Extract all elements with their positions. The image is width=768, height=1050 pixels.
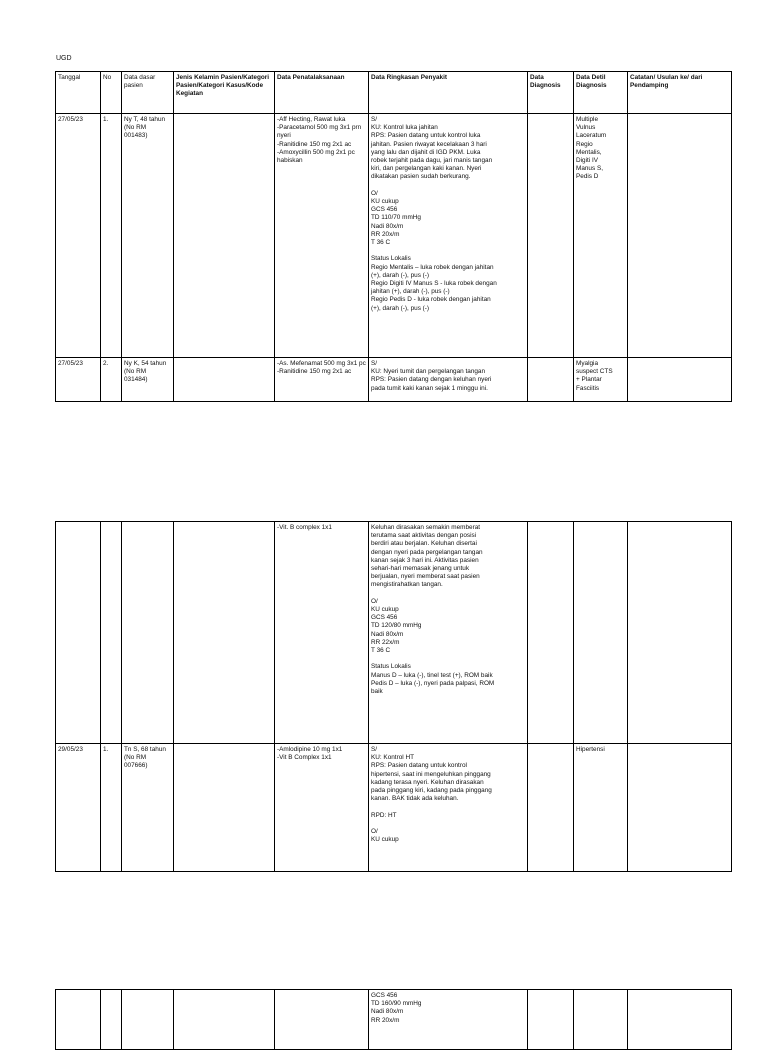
header-ringkasan: Data Ringkasan Penyakit: [369, 72, 528, 114]
header-detil-diagnosis: Data Detil Diagnosis: [574, 72, 628, 114]
blank-line: [371, 655, 525, 663]
header-data-dasar: Data dasar pasien: [122, 72, 174, 114]
cell-no: [101, 990, 122, 1050]
text-line: kadang terasa nyeri. Keluhan dirasakan: [371, 778, 484, 786]
text-line: Manus D – luka (-), tinel test (+), ROM baik: [371, 671, 493, 679]
section-label: UGD: [56, 55, 72, 62]
cell-diagnosis: [528, 358, 574, 402]
report-table-page-3: [55, 989, 732, 1050]
cell-diagnosis: [528, 990, 574, 1050]
header-diagnosis: Data Diagnosis: [528, 72, 574, 114]
text-line: KU: Kontrol HT: [371, 754, 414, 762]
text-line: Keluhan dirasakan semakin memberat: [371, 524, 481, 531]
text-line: Manus S,: [576, 165, 603, 173]
text-line: GCS 456: [371, 992, 398, 999]
report-table-page-2: [55, 521, 732, 872]
cell-kategori: [174, 990, 275, 1050]
cell-penatalaksanaan: [275, 522, 369, 744]
cell-penatalaksanaan: [275, 114, 369, 358]
cell-detil: [574, 114, 628, 358]
text-line: KU cukup: [371, 606, 399, 614]
blank-line: [371, 803, 525, 811]
text-line: Regio Digiti IV Manus S - luka robek dengan: [371, 280, 497, 288]
text-line: robek terjahit pada dagu, jari manis tangan: [371, 157, 493, 165]
table-row: [56, 744, 732, 872]
text-line: -Vit B Complex 1x1: [277, 754, 332, 762]
cell-no: [101, 522, 122, 744]
text-line: O/: [371, 189, 378, 197]
text-line: O/: [371, 597, 378, 605]
text-line: RR 20x/m: [371, 230, 400, 238]
cell-tanggal: 27/05/23: [56, 358, 101, 402]
text-line: RPD: HT: [371, 811, 397, 819]
text-line: Laceratum: [576, 132, 607, 140]
header-row: [56, 72, 732, 114]
cell-ringkasan: [369, 744, 528, 872]
text-line: Vulnus: [576, 124, 596, 132]
text-line: Regio Mentalis – luka robek dengan jahitan: [371, 263, 494, 271]
text-line: Digiti IV: [576, 157, 599, 165]
text-line: RR 20x/m: [371, 1016, 400, 1024]
text-line: -Amlodipine 10 mg 1x1: [277, 746, 343, 753]
text-line: mengistirahatkan tangan.: [371, 581, 443, 589]
table-row: [56, 522, 732, 744]
text-line: GCS 456: [371, 614, 398, 622]
cell-ringkasan: [369, 114, 528, 358]
text-line: sehari-hari memasak jenang untuk: [371, 565, 470, 573]
text-line: RPS: Pasien datang untuk kontrol: [371, 762, 467, 770]
text-line: S/: [371, 360, 378, 367]
cell-pasien: Tn S, 68 tahun (No RM 007666): [122, 744, 174, 872]
header-penatalaksanaan: Data Penatalaksanaan: [275, 72, 369, 114]
text-line: kanan sejak 3 hari ini. Aktivitas pasien: [371, 556, 479, 564]
text-line: Nadi 80x/m: [371, 1008, 404, 1016]
text-line: Pedis D – luka (-), nyeri pada palpasi, ROM: [371, 679, 495, 687]
text-line: KU cukup: [371, 198, 399, 206]
text-line: S/: [371, 116, 378, 123]
text-line: -Aff Hecting, Rawat luka: [277, 116, 346, 123]
cell-no: 2.: [101, 358, 122, 402]
text-line: Status Lokalis: [371, 255, 411, 263]
text-line: berjualan, nyeri memberat saat pasien: [371, 573, 480, 581]
cell-ringkasan: [369, 990, 528, 1050]
cell-catatan: [628, 358, 732, 402]
cell-tanggal: [56, 522, 101, 744]
text-line: KU: Nyeri tumit dan pergelangan tangan: [371, 368, 486, 376]
text-line: + Plantar: [576, 376, 602, 384]
cell-tanggal: [56, 990, 101, 1050]
header-jenis-kelamin: Jenis Kelamin Pasien/Kategori Pasien/Kategori Kasus/Kode Kegiatan: [174, 72, 275, 114]
text-line: Multiple: [576, 116, 599, 123]
cell-pasien: Ny K, 54 tahun (No RM 031484): [122, 358, 174, 402]
cell-tanggal: 29/05/23: [56, 744, 101, 872]
text-line: Nadi 80x/m: [371, 630, 404, 638]
header-tanggal: Tanggal: [56, 72, 101, 114]
text-line: -As. Mefenamat 500 mg 3x1 pc: [277, 360, 366, 367]
text-line: -Vit. B complex 1x1: [277, 524, 332, 531]
text-line: RPS: Pasien datang dengan keluhan nyeri: [371, 376, 492, 384]
text-line: (+), darah (-), pus (-): [371, 304, 430, 312]
text-line: suspect CTS: [576, 368, 613, 376]
text-line: TD 160/90 mmHg: [371, 1000, 422, 1008]
text-line: terutama saat aktivitas dengan posisi: [371, 532, 477, 540]
text-line: Regio: [576, 140, 593, 148]
cell-detil: [574, 744, 628, 872]
text-line: RR 22x/m: [371, 638, 400, 646]
text-line: TD 110/70 mmHg: [371, 214, 421, 222]
cell-detil: [574, 522, 628, 744]
text-line: jahitan (+), darah (-), pus (-): [371, 288, 450, 296]
cell-pasien: [122, 522, 174, 744]
text-line: dengan nyeri pada pergelangan tangan: [371, 548, 483, 556]
cell-detil: [574, 990, 628, 1050]
text-line: O/: [371, 828, 378, 835]
text-line: (+), darah (-), pus (-): [371, 271, 430, 279]
blank-line: [371, 820, 525, 828]
cell-catatan: [628, 114, 732, 358]
cell-pasien: Ny T, 48 tahun (No RM 001483): [122, 114, 174, 358]
cell-catatan: [628, 990, 732, 1050]
text-line: pada tumit kaki kanan sejak 1 minggu ini.: [371, 384, 488, 392]
text-line: S/: [371, 746, 378, 753]
text-line: GCS 456: [371, 206, 398, 214]
text-line: KU cukup: [371, 836, 399, 844]
text-line: jahitan. Pasien riwayat kecelakaan 3 hari: [371, 140, 487, 148]
cell-detil: [574, 358, 628, 402]
text-line: -Paracetamol 500 mg 3x1 prn nyeri: [277, 124, 362, 140]
cell-catatan: [628, 522, 732, 744]
text-line: yang lalu dan dijahit di IGD PKM. Luka: [371, 148, 481, 156]
text-line: Hipertensi: [576, 746, 605, 753]
text-line: Mentalis,: [576, 148, 602, 156]
cell-no: 1.: [101, 114, 122, 358]
blank-line: [371, 590, 525, 598]
text-line: TD 120/80 mmHg: [371, 622, 422, 630]
text-line: kanan. BAK tidak ada keluhan.: [371, 795, 459, 803]
text-line: Pedis D: [576, 173, 599, 181]
header-catatan: Catatan/ Usulan ke/ dari Pendamping: [628, 72, 732, 114]
cell-no: 1.: [101, 744, 122, 872]
text-line: T 36 C: [371, 647, 391, 655]
table-row: [56, 358, 732, 402]
text-line: Fasciitis: [576, 384, 600, 392]
text-line: KU: Kontrol luka jahitan: [371, 124, 438, 132]
text-line: -Amoxycillin 500 mg 2x1 pc habiskan: [277, 148, 355, 165]
text-line: -Ranitidine 150 mg 2x1 ac: [277, 368, 352, 376]
table-row: [56, 114, 732, 358]
cell-ringkasan: [369, 358, 528, 402]
text-line: pada pinggang kiri, kadang pada pinggang: [371, 787, 492, 795]
cell-diagnosis: [528, 744, 574, 872]
text-line: hipertensi, saat ini mengeluhkan pinggang: [371, 770, 491, 778]
cell-kategori: [174, 522, 275, 744]
text-line: dikatakan pasien sudah berkurang.: [371, 173, 471, 181]
cell-pasien: [122, 990, 174, 1050]
cell-penatalaksanaan: [275, 358, 369, 402]
cell-tanggal: 27/05/23: [56, 114, 101, 358]
cell-kategori: [174, 744, 275, 872]
text-line: Nadi 80x/m: [371, 222, 404, 230]
text-line: Myalgia: [576, 360, 599, 367]
blank-line: [371, 247, 525, 255]
text-line: RPS: Pasien datang untuk kontrol luka: [371, 132, 481, 140]
report-table-page-1: [55, 71, 732, 402]
cell-ringkasan: [369, 522, 528, 744]
text-line: berdiri atau berjalan. Keluhan disertai: [371, 540, 477, 548]
header-no: No: [101, 72, 122, 114]
blank-line: [371, 182, 525, 190]
text-line: Status Lokalis: [371, 663, 411, 671]
table-row: [56, 990, 732, 1050]
cell-kategori: [174, 114, 275, 358]
cell-penatalaksanaan: [275, 744, 369, 872]
text-line: baik: [371, 688, 383, 696]
cell-kategori: [174, 358, 275, 402]
cell-diagnosis: [528, 114, 574, 358]
cell-catatan: [628, 744, 732, 872]
text-line: kiri, dan pergelangan kaki kanan. Nyeri: [371, 165, 482, 173]
text-line: T 36 C: [371, 239, 391, 247]
cell-penatalaksanaan: [275, 990, 369, 1050]
cell-diagnosis: [528, 522, 574, 744]
text-line: Regio Pedis D - luka robek dengan jahitan: [371, 296, 491, 304]
text-line: -Ranitidine 150 mg 2x1 ac: [277, 140, 352, 148]
